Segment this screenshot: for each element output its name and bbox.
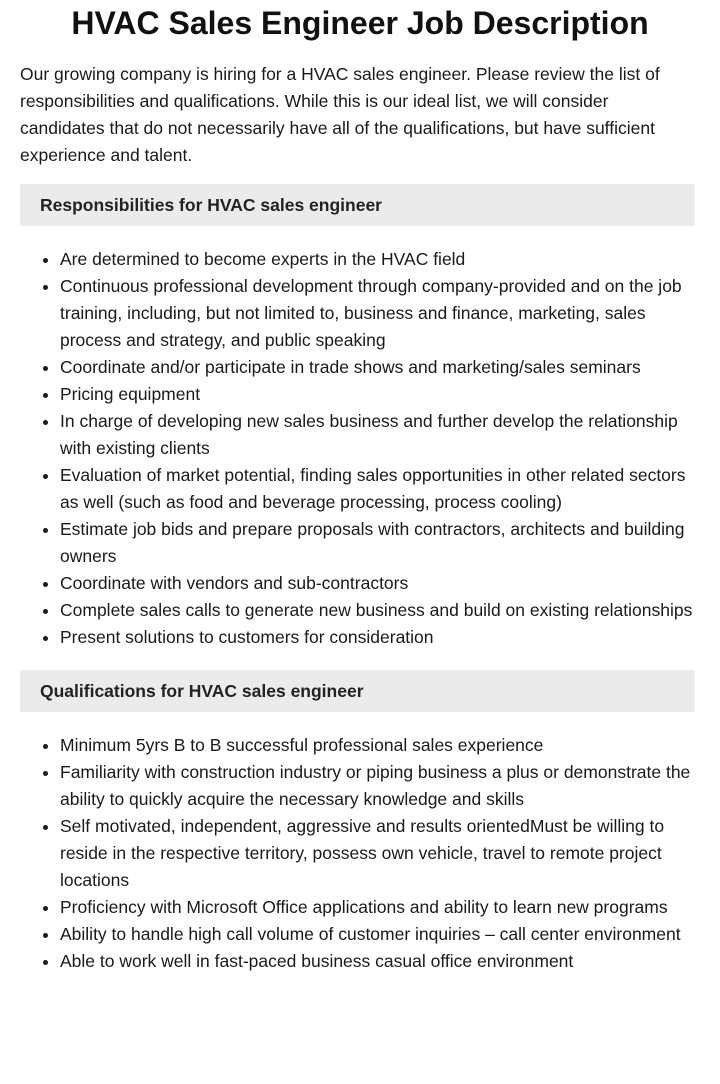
intro-paragraph: Our growing company is hiring for a HVAC sales engineer. Please review the list of responsibilities and qualifications. While this is our ideal list, we will consider candidates that do not necessarily have all of the qualifications, but have sufficient experience and talent.	[20, 64, 660, 165]
list-item: • Coordinate with vendors and sub-contractors	[60, 570, 700, 597]
responsibilities-list	[0, 246, 700, 651]
list-item: • Self motivated, independent, aggressive and results orientedMust be willing to reside in the respective territory, possess own vehicle, travel to remote project locations	[60, 813, 700, 894]
responsibilities-heading: Responsibilities for HVAC sales engineer	[20, 184, 695, 226]
list-item: • In charge of developing new sales business and further develop the relationship with existing clients	[60, 408, 700, 462]
list-item: • Evaluation of market potential, finding sales opportunities in other related sectors as well (such as food and beverage processing, process cooling)	[60, 462, 700, 516]
list-item: • Minimum 5yrs B to B successful professional sales experience	[60, 732, 700, 759]
page-title: HVAC Sales Engineer Job Description	[71, 5, 649, 41]
list-item: • Pricing equipment	[60, 381, 700, 408]
list-item: • Present solutions to customers for consideration	[60, 624, 700, 651]
list-item: • Familiarity with construction industry or piping business a plus or demonstrate the ability to quickly acquire the necessary knowledge and skills	[60, 759, 700, 813]
list-item: • Coordinate and/or participate in trade shows and marketing/sales seminars	[60, 354, 700, 381]
list-item: • Estimate job bids and prepare proposals with contractors, architects and building owners	[60, 516, 700, 570]
list-item: • Complete sales calls to generate new business and build on existing relationships	[60, 597, 700, 624]
list-item: • Continuous professional development through company-provided and on the job training, including, but not limited to, business and finance, marketing, sales process and strategy, and public speaking	[60, 273, 700, 354]
list-item: • Proficiency with Microsoft Office applications and ability to learn new programs	[60, 894, 700, 921]
list-item: • Are determined to become experts in the HVAC field	[60, 246, 700, 273]
qualifications-list	[0, 732, 700, 975]
qualifications-heading: Qualifications for HVAC sales engineer	[20, 670, 695, 712]
list-item: • Ability to handle high call volume of customer inquiries – call center environment	[60, 921, 700, 948]
list-item: • Able to work well in fast-paced business casual office environment	[60, 948, 700, 975]
